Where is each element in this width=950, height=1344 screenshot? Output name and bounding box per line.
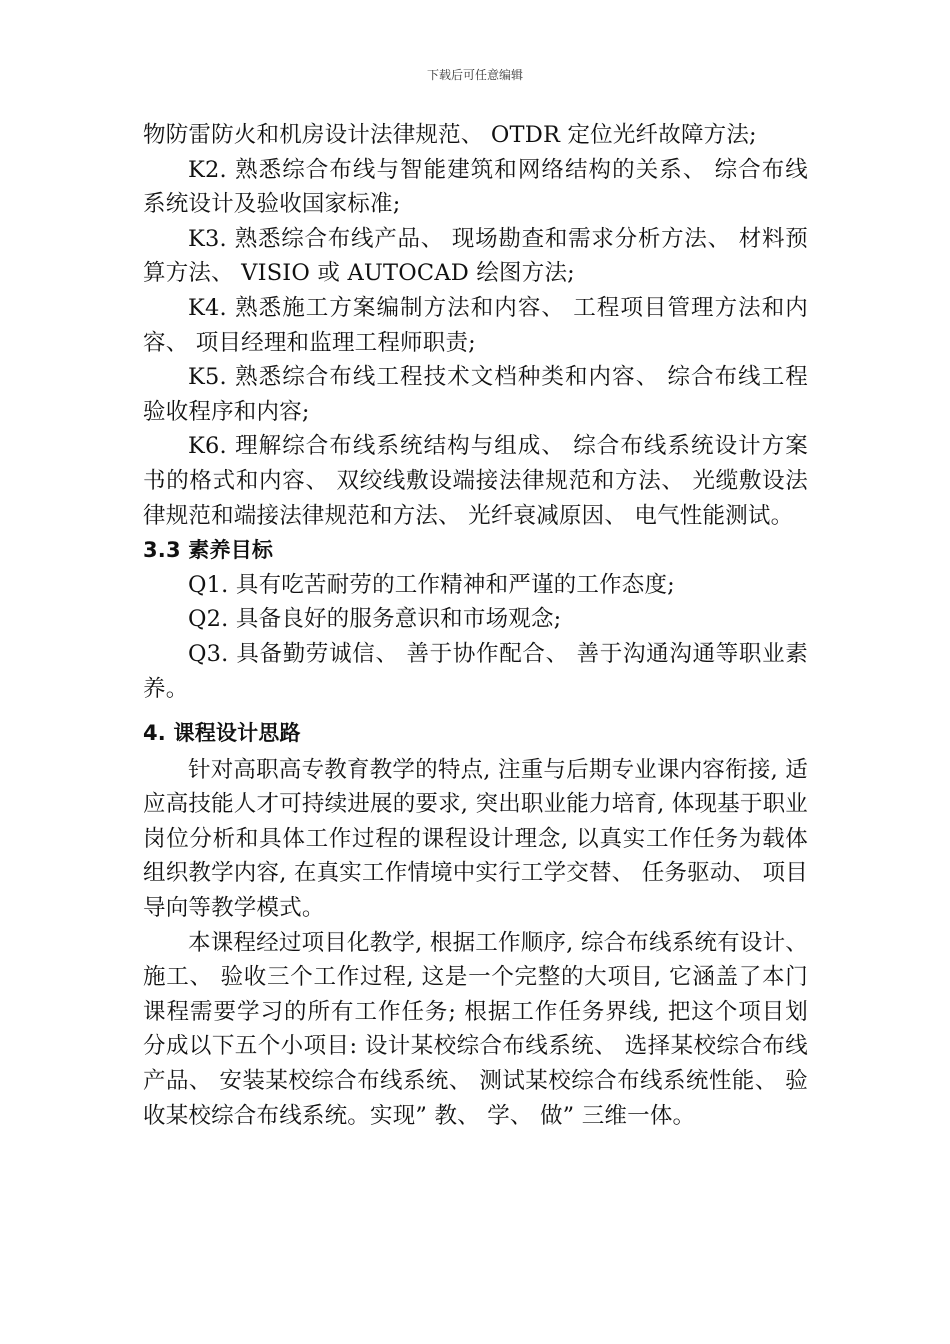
paragraph-q3: Q3. 具备勤劳诚信、 善于协作配合、 善于沟通沟通等职业素养。 xyxy=(143,640,808,702)
section-heading-3-3: 3.3 素养目标 xyxy=(143,538,274,563)
paragraph-k3: K3. 熟悉综合布线产品、 现场勘查和需求分析方法、 材料预算方法、 VISIO 或 AUTOCAD 绘图方法; xyxy=(143,225,808,287)
paragraph-k1-continued: 物防雷防火和机房设计法律规范、 OTDR 定位光纤故障方法; xyxy=(143,122,757,148)
paragraph-k2: K2. 熟悉综合布线与智能建筑和网络结构的关系、 综合布线系统设计及验收国家标准; xyxy=(143,156,808,218)
paragraph-design-2: 本课程经过项目化教学, 根据工作顺序, 综合布线系统有设计、 施工、 验收三个工作过程, 这是一个完整的大项目, 它涵盖了本门课程需要学习的所有工作任务; 根据工作任务界线, 把这个项目划分成以下五个小项目: 设计某校综合布线系统、 选择某校综合布线产品、 安装某校综合布线系统、 测试某校综合布线系统性能、 验收某校综合布线系统。实现” 教、 学、 做” 三维一体。 xyxy=(143,929,808,1129)
page-header: 下载后可任意编辑 xyxy=(426,68,523,82)
section-heading-4: 4. 课程设计思路 xyxy=(143,721,301,746)
paragraph-q2: Q2. 具备良好的服务意识和市场观念; xyxy=(188,606,562,633)
document-body xyxy=(143,118,808,1133)
paragraph-k5: K5. 熟悉综合布线工程技术文档种类和内容、 综合布线工程验收程序和内容; xyxy=(143,364,808,425)
paragraph-k6: K6. 理解综合布线系统结构与组成、 综合布线系统设计方案书的格式和内容、 双绞线敷设端接法律规范和方法、 光缆敷设法律规范和端接法律规范和方法、 光纤衰减原因、 电气性能测试。 xyxy=(143,433,808,529)
paragraph-design-1: 针对高职高专教育教学的特点, 注重与后期专业课内容衔接, 适应高技能人才可持续进展的要求, 突出职业能力培育, 体现基于职业岗位分析和具体工作过程的课程设计理念, 以真实工作任务为载体组织教学内容, 在真实工作情境中实行工学交替、 任务驱动、 项目导向等教学模式。 xyxy=(143,756,809,922)
paragraph-k4: K4. 熟悉施工方案编制方法和内容、 工程项目管理方法和内容、 项目经理和监理工程师职责; xyxy=(143,294,808,356)
paragraph-q1: Q1. 具有吃苦耐劳的工作精神和严谨的工作态度; xyxy=(188,571,675,598)
